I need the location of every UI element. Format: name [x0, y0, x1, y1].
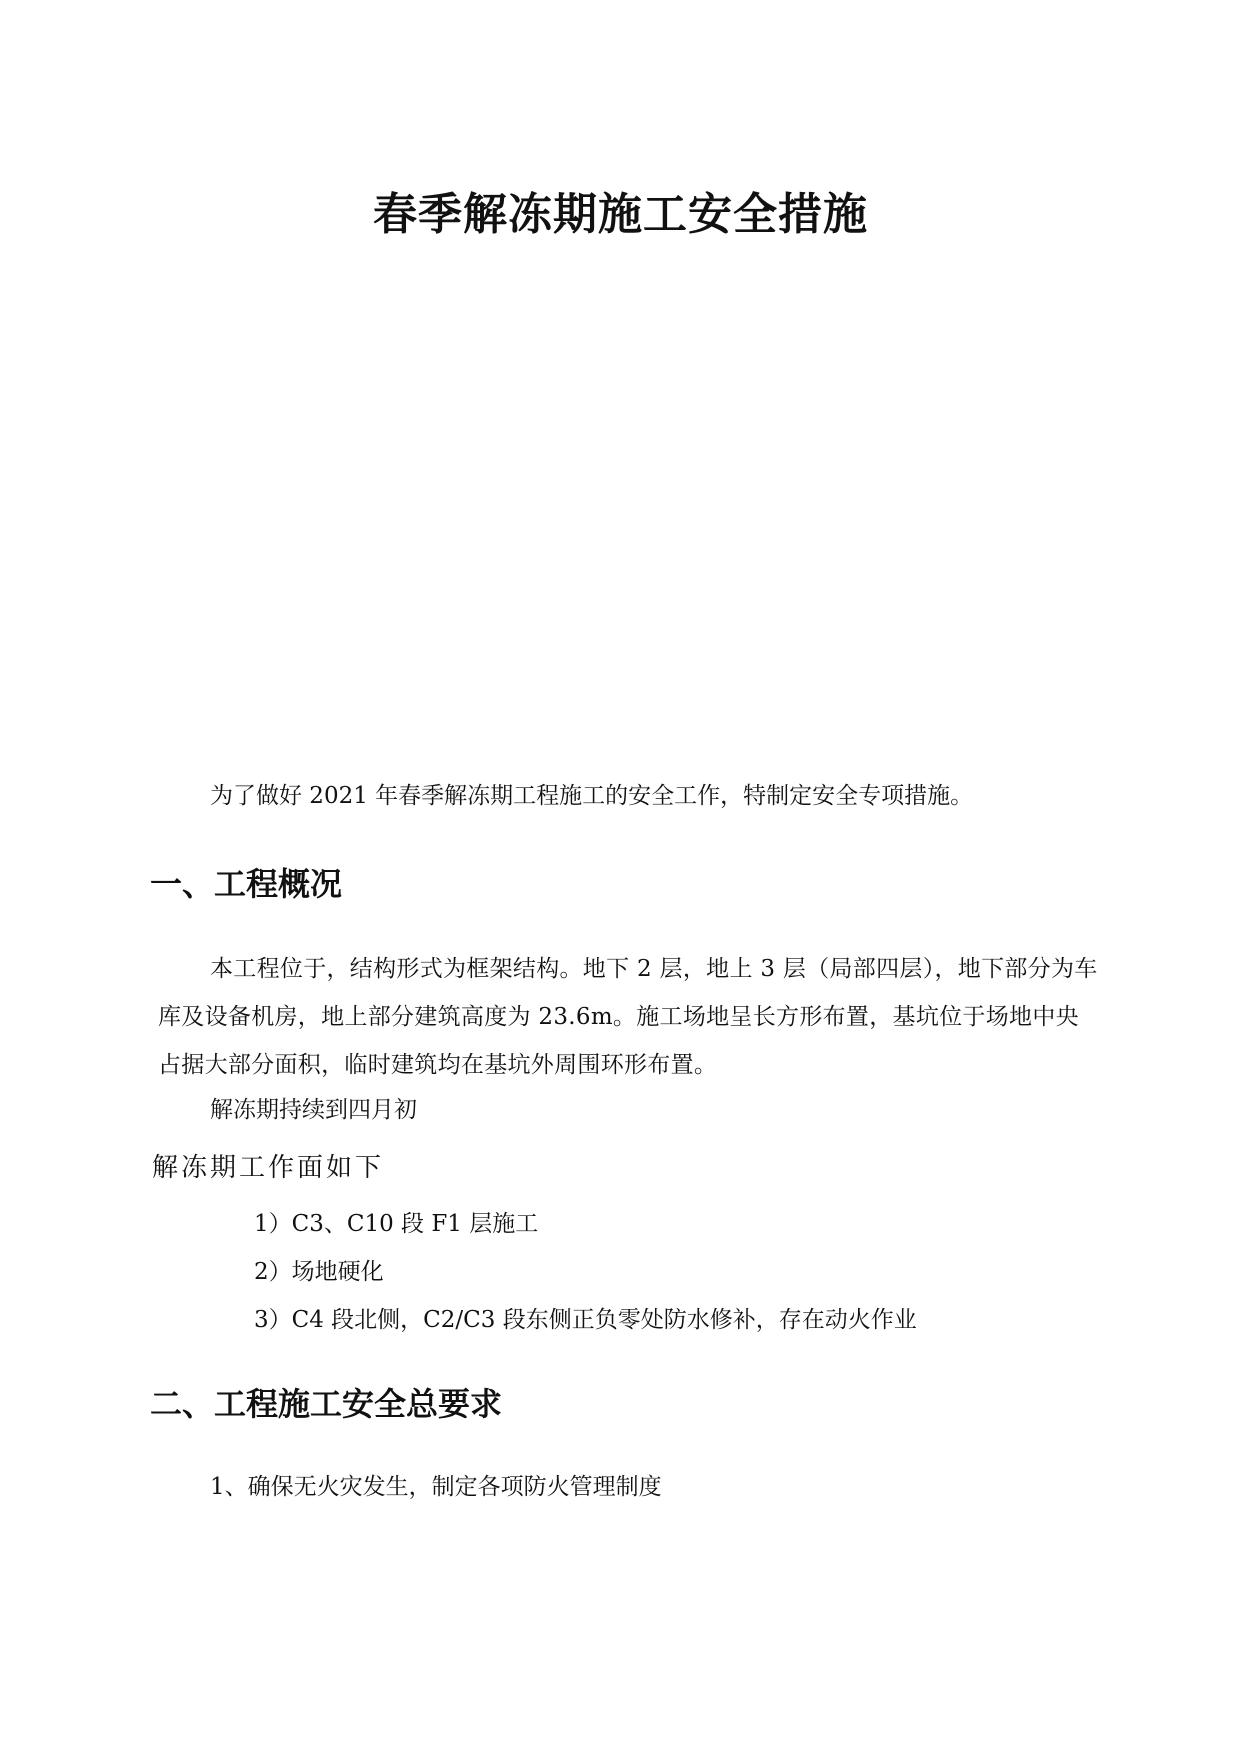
- list-item: 2）场地硬化: [254, 1259, 384, 1285]
- list-item: 3）C4 段北侧，C2/C3 段东侧正负零处防水修补，存在动火作业: [254, 1307, 917, 1333]
- overview-paragraph: 本工程位于，结构形式为框架结构。地下 2 层，地上 3 层（局部四层），地下部分为车库及设备机房，地上部分建筑高度为 23.6m。施工场地呈长方形布置，基坑位于场地中央占据大部分面积，临时建筑均在基坑外周围环形布置。: [158, 956, 1098, 1078]
- work-surface-list: [254, 1208, 917, 1352]
- section-heading-overview: 一、工程概况: [150, 865, 343, 903]
- section-heading-safety-requirements: 二、工程施工安全总要求: [150, 1385, 503, 1423]
- document-title: 春季解冻期施工安全措施: [373, 189, 868, 240]
- list-item: 1）C3、C10 段 F1 层施工: [254, 1211, 539, 1237]
- intro-paragraph: 为了做好 2021 年春季解冻期工程施工的安全工作，特制定安全专项措施。: [210, 783, 974, 809]
- requirement-item: 1、确保无火灾发生，制定各项防火管理制度: [210, 1474, 662, 1500]
- thaw-period-note: 解冻期持续到四月初: [210, 1097, 417, 1123]
- work-surface-subheading: 解冻期工作面如下: [152, 1153, 385, 1183]
